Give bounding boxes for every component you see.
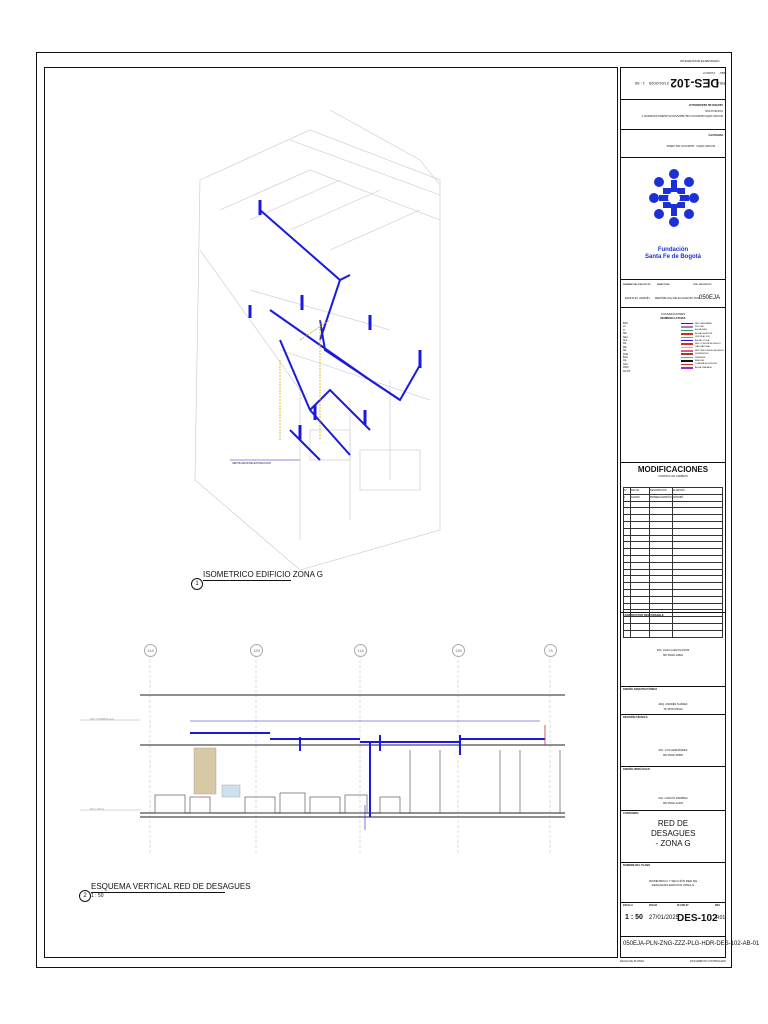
mod-empty-cell xyxy=(673,542,723,549)
legend-abbr-item: SEA xyxy=(623,335,628,339)
level-lower: NIV. LOSA 1 xyxy=(90,808,105,811)
mod-empty-cell xyxy=(631,515,650,522)
mod-empty-cell xyxy=(673,576,723,583)
mod-empty-cell xyxy=(673,535,723,542)
modifications-title: MODIFICACIONES xyxy=(637,465,709,474)
footer-left: FECHA DE PLOTEO xyxy=(620,960,645,963)
legend-items-list xyxy=(681,322,725,369)
mod-empty-cell xyxy=(631,528,650,535)
mod-row-1-date: 01/2025 xyxy=(631,494,650,501)
mod-empty-cell xyxy=(673,583,723,590)
legend-item-label: AGUA LLUVIA xyxy=(695,339,710,342)
mod-empty-cell xyxy=(650,576,673,583)
info-value-address: REPÚBLICA DE ECUADOR 1532 xyxy=(655,296,701,300)
tb-top-date: 27/01/2025 xyxy=(648,81,669,86)
modifications-subtitle: CONTROL DE CAMBIOS xyxy=(658,475,688,478)
footer-right: DOCUMENTO CONTROLADO xyxy=(690,960,726,963)
legend-item-label: TUBERIA EXISTENTE xyxy=(695,363,718,366)
mod-row-1-author: APROBÓ xyxy=(673,494,723,501)
tb-reviewer xyxy=(621,715,725,767)
legend-item-label: AGUA TRATADA xyxy=(695,366,712,369)
legend-swatch xyxy=(681,350,693,352)
logo-line2: Santa Fe de Bogotá xyxy=(644,254,701,260)
mod-header-date: FECHA xyxy=(631,488,650,495)
designer-id: TP 25700-89412 xyxy=(663,708,683,711)
isometric-view xyxy=(190,100,450,570)
legend-item-label: DRENAJE xyxy=(695,356,706,359)
mod-row-1-desc: PRIMERA EMISIÓN xyxy=(650,496,672,500)
bottom-label-sheet: PLANO N° xyxy=(677,904,689,907)
tb-top-sheet: DES-102 xyxy=(670,76,719,90)
mod-empty-cell xyxy=(624,501,631,508)
tb-plan-name xyxy=(621,863,725,903)
foundation-logo-icon xyxy=(649,166,699,246)
tb-project xyxy=(621,130,725,158)
legend-abbr-item: RA xyxy=(623,342,627,346)
legend-swatch xyxy=(681,333,693,335)
tb-top-rev: R01 xyxy=(717,81,725,86)
mod-empty-row xyxy=(624,555,723,562)
mod-row-1-no: 1 xyxy=(624,494,631,501)
tb-designer xyxy=(621,687,725,715)
bottom-label-rev: REV xyxy=(715,904,720,907)
mod-empty-cell xyxy=(624,528,631,535)
legend-abbr-item: SAC xyxy=(623,362,628,366)
hydraulic-label: DISEÑO HIDRÁULICO xyxy=(623,768,650,771)
mod-empty-row xyxy=(624,549,723,556)
mod-empty-cell xyxy=(624,555,631,562)
legend-abbr-item: SIF xyxy=(623,332,627,336)
mod-empty-cell xyxy=(624,515,631,522)
legend-item-label: RED SANITARIA xyxy=(695,322,712,325)
mod-empty-row xyxy=(624,603,723,610)
mod-empty-cell xyxy=(631,589,650,596)
legend-swatch xyxy=(681,326,693,328)
mod-empty-cell xyxy=(624,549,631,556)
legend-title: CONVENCIONES xyxy=(660,312,686,316)
legend-swatch xyxy=(681,347,693,349)
legend-abbr-item: SLA xyxy=(623,339,628,343)
info-label-address: DIRECCIÓN xyxy=(657,284,670,286)
plan-label: NOMBRE DEL PLANO xyxy=(623,864,651,867)
legend-abbr-item: SE xyxy=(623,349,627,353)
mod-header-no: N° xyxy=(624,488,631,495)
mod-empty-cell xyxy=(673,603,723,610)
hydraulic-id: MP 25202-12345 xyxy=(663,802,683,805)
mod-empty-cell xyxy=(673,515,723,522)
tb-legend xyxy=(621,308,725,463)
legend-abbr-item: ME xyxy=(623,345,627,349)
mod-empty-cell xyxy=(624,596,631,603)
mod-empty-cell xyxy=(650,569,673,576)
hydraulic-name: ING. CARLOS RAMÍREZ xyxy=(658,797,688,800)
legend-swatch xyxy=(681,364,693,366)
mod-header-author: ELABORÓ xyxy=(673,488,723,495)
legend-item-label: RED CONTRA INCENDIO xyxy=(695,343,721,346)
bottom-label-date: FECHA xyxy=(649,904,658,907)
mod-empty-row xyxy=(624,589,723,596)
mod-empty-row xyxy=(624,508,723,515)
tb-top xyxy=(621,68,725,100)
mod-empty-cell xyxy=(624,589,631,596)
mod-empty-cell xyxy=(650,508,673,515)
contractor-id: MP 25202-13894 xyxy=(663,654,683,657)
mod-empty-cell xyxy=(650,542,673,549)
legend-item-label: AGUA CALIENTE xyxy=(695,332,713,335)
mod-empty-row xyxy=(624,515,723,522)
legend-item-label: GAS NATURAL xyxy=(695,346,711,349)
tb-hydraulic xyxy=(621,767,725,811)
legend-abbr-item: RCE xyxy=(623,352,629,356)
legend-swatch xyxy=(681,323,693,325)
vertical-scale: 1 : 50 xyxy=(91,893,104,899)
mod-empty-cell xyxy=(631,535,650,542)
mod-empty-cell xyxy=(631,576,650,583)
bottom-scale: 1 : 50 xyxy=(625,914,643,921)
tb-modifications xyxy=(621,463,725,613)
mod-row-1 xyxy=(624,494,723,501)
mod-empty-cell xyxy=(673,589,723,596)
tb-top-rev-label: REV xyxy=(719,71,725,74)
mod-empty-cell xyxy=(631,508,650,515)
vertical-title-rule xyxy=(91,892,225,893)
grid-bubble-5: 7A xyxy=(544,644,557,657)
iso-note: VENTILADOR DE EXTRACCION xyxy=(232,462,271,465)
view-number-1: 1 xyxy=(191,578,203,590)
mod-empty-row xyxy=(624,583,723,590)
mod-empty-cell xyxy=(673,596,723,603)
mod-empty-cell xyxy=(650,596,673,603)
mod-header-desc: DESCRIPCIÓN xyxy=(650,488,673,495)
isometric-title-rule xyxy=(203,580,291,581)
legend-abbr-list xyxy=(623,322,663,373)
mod-empty-row xyxy=(624,596,723,603)
mod-empty-cell xyxy=(624,576,631,583)
reviewer-id: MP 25202-45896 xyxy=(663,754,683,757)
mod-header-row xyxy=(624,488,723,495)
legend-item-label: SUMINISTRO xyxy=(695,353,709,356)
plan-desc: ISOMETRICO Y SECCIÓN RED DE DESAGUES EDIFICIO ZONA G xyxy=(648,879,698,887)
tb-project-desc-text: DIVINO NIÑO EDIFICIO DE SERVICIOS AMBULATORIOS Y CONSULTAS xyxy=(641,109,723,118)
tb-project-label: PROYECTO xyxy=(708,133,723,136)
mod-empty-cell xyxy=(624,562,631,569)
mod-empty-cell xyxy=(631,521,650,528)
mod-empty-cell xyxy=(673,528,723,535)
header-note: INTEGRADOR ELABORADO xyxy=(680,59,720,63)
logo-line1: Fundación xyxy=(657,247,689,253)
mod-empty-cell xyxy=(631,596,650,603)
grid-bubble-2: 12B xyxy=(250,644,263,657)
content-title: RED DE DESAGUES - ZONA G xyxy=(651,819,696,848)
level-upper: NIV. CUBIERTA N+6 xyxy=(90,718,114,721)
mod-empty-row xyxy=(624,562,723,569)
tb-project-name: DIVINO NIÑO - EDIFICIO DE OBRA xyxy=(666,144,715,148)
mod-empty-row xyxy=(624,542,723,549)
tb-contractor xyxy=(621,613,725,687)
mod-empty-cell xyxy=(650,583,673,590)
mod-empty-cell xyxy=(650,521,673,528)
isometric-title: ISOMETRICO EDIFICIO ZONA G xyxy=(203,570,324,579)
contractor-name: ING. JUAN CARLOS MATIZ xyxy=(656,649,690,652)
legend-swatch xyxy=(681,343,693,345)
mod-empty-cell xyxy=(650,562,673,569)
legend-item-label: REBOSE xyxy=(695,359,705,362)
legend-swatch xyxy=(681,337,693,339)
contractor-label: CONSTRUCTOR RESPONSABLE xyxy=(623,614,664,617)
mod-empty-cell xyxy=(624,521,631,528)
legend-item-label: PLUVIAL xyxy=(695,326,704,329)
tb-top-scale: 1 : 50 xyxy=(634,81,645,86)
mod-empty-cell xyxy=(624,569,631,576)
mod-empty-cell xyxy=(673,555,723,562)
designer-label: DISEÑO ARQUITECTÓNICO xyxy=(623,688,658,691)
reviewer-name: ING. LUIS HERNÁNDEZ xyxy=(658,749,688,752)
mod-empty-cell xyxy=(624,542,631,549)
legend-abbr-item: RA-PP xyxy=(623,369,631,373)
mod-empty-cell xyxy=(624,508,631,515)
file-code: 050EJA-PLN-ZNG-ZZZ-PLG-HDR-DES-102-AB-01 xyxy=(623,941,760,947)
tb-project-desc-label: CENTRO DE DESARROLLO xyxy=(688,103,723,106)
info-value-project: EDIFICIO JARDÍN xyxy=(625,296,650,300)
tb-top-sheet-label: PLANO N° xyxy=(702,71,715,74)
grid-bubble-4: 11B xyxy=(452,644,465,657)
legend-abbr-item: BAS xyxy=(623,356,628,360)
grid-bubble-3: 11A xyxy=(354,644,367,657)
tb-project-desc xyxy=(621,100,725,130)
legend-abbr-item: LV xyxy=(623,325,626,329)
vertical-schema xyxy=(80,655,580,865)
mod-empty-row xyxy=(624,576,723,583)
mod-empty-cell xyxy=(673,549,723,556)
info-value-code: 050EJA xyxy=(699,295,721,301)
mod-empty-cell xyxy=(673,562,723,569)
mod-empty-cell xyxy=(673,508,723,515)
vertical-title: ESQUEMA VERTICAL RED DE DESAGUES xyxy=(91,882,251,891)
mod-empty-row xyxy=(624,528,723,535)
mod-empty-cell xyxy=(650,549,673,556)
mod-empty-cell xyxy=(631,555,650,562)
content-label: CONTENIDO xyxy=(623,812,639,815)
mod-empty-cell xyxy=(673,521,723,528)
mod-empty-row xyxy=(624,501,723,508)
mod-empty-cell xyxy=(624,583,631,590)
mod-empty-cell xyxy=(631,583,650,590)
mod-empty-cell xyxy=(631,542,650,549)
legend-swatch xyxy=(681,353,693,355)
mod-empty-cell xyxy=(650,535,673,542)
mod-empty-cell xyxy=(631,549,650,556)
legend-abbr-item: RAM xyxy=(623,366,629,370)
tb-content xyxy=(621,811,725,863)
mod-empty-cell xyxy=(631,501,650,508)
mod-empty-cell xyxy=(631,562,650,569)
tb-info xyxy=(621,280,725,308)
designer-name: ARQ. ANDRÉS SUÁREZ xyxy=(658,703,688,706)
legend-item-label: VENTILACION xyxy=(695,336,710,339)
bottom-sheet: DES-102 xyxy=(677,913,718,924)
legend-swatch xyxy=(681,330,693,332)
legend-swatch xyxy=(681,340,693,342)
bottom-date: 27/01/2025 xyxy=(649,915,680,921)
reviewer-label: REVISIÓN TÉCNICA xyxy=(623,716,648,719)
tb-logo-cell xyxy=(621,158,725,280)
mod-empty-cell xyxy=(650,603,673,610)
mod-empty-row xyxy=(624,535,723,542)
bottom-label-scale: ESCALA xyxy=(623,904,633,907)
legend-swatch xyxy=(681,367,693,369)
view-number-2: 2 xyxy=(79,890,91,902)
mod-empty-cell xyxy=(650,555,673,562)
title-block xyxy=(620,67,760,958)
mod-empty-cell xyxy=(673,501,723,508)
mod-empty-cell xyxy=(673,569,723,576)
mod-empty-row xyxy=(624,521,723,528)
bottom-rev: R01 xyxy=(716,915,726,921)
legend-item xyxy=(681,366,725,369)
mod-empty-cell xyxy=(624,535,631,542)
mod-empty-cell xyxy=(631,603,650,610)
mod-empty-cell xyxy=(650,515,673,522)
legend-abbr-item: BAN xyxy=(623,322,628,325)
legend-swatch xyxy=(681,360,693,362)
grid-bubble-1: 14A xyxy=(144,644,157,657)
mod-empty-cell xyxy=(650,589,673,596)
legend-item-label: RETORNO AGUA CALIENTE xyxy=(695,349,724,352)
legend-abbr-item: CE xyxy=(623,359,627,363)
mod-empty-cell xyxy=(650,528,673,535)
mod-empty-cell xyxy=(631,569,650,576)
info-label-code: COD. PROYECTO xyxy=(693,284,712,286)
mod-empty-cell xyxy=(650,501,673,508)
legend-subtitle: NOMENCLATURA xyxy=(660,316,686,320)
tb-bottom xyxy=(621,903,725,937)
mod-empty-cell xyxy=(624,603,631,610)
legend-item-label: AGUA FRIA xyxy=(695,329,707,332)
legend-abbr-item: TI xyxy=(623,328,626,332)
legend-swatch xyxy=(681,357,693,359)
info-label-project: NOMBRE DEL PROYECTO xyxy=(623,284,651,286)
mod-empty-row xyxy=(624,569,723,576)
